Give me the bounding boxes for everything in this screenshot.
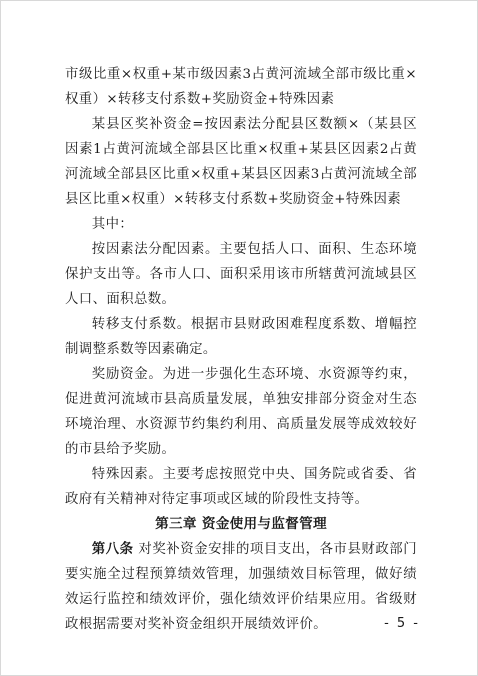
paragraph-county-formula: 某县区奖补资金=按因素法分配县区数额×（某县区因素1占黄河流域全部县区比重×权重+某县区因素2占黄河流域全部县区比重×权重+某县区因素3占黄河流域全部县区比重×权重）×转移支付系数+奖励资金+特殊因素 — [65, 117, 417, 207]
document-body — [65, 62, 417, 637]
paragraph-factor-allocation: 按因素法分配因素。主要包括人口、面积、生态环境保护支出等。各市人口、面积采用该市所辖黄河流域县区人口、面积总数。 — [65, 242, 417, 307]
paragraph-among-which: 其中： — [91, 217, 134, 232]
paragraph-formula-continuation: 市级比重×权重+某市级因素3占黄河流域全部市级比重×权重）×转移支付系数+奖励资金+特殊因素 — [65, 67, 417, 107]
paragraph-transfer-coefficient: 转移支付系数。根据市县财政困难程度系数、增幅控制调整系数等因素确定。 — [65, 317, 417, 357]
paragraph-special-factors: 特殊因素。主要考虑按照党中央、国务院或省委、省政府有关精神对待定事项或区域的阶段性支持等。 — [65, 467, 417, 507]
chapter-heading: 第三章 资金使用与监督管理 — [155, 516, 327, 532]
article-number: 第八条 — [91, 542, 134, 557]
paragraph-reward-funds: 奖励资金。为进一步强化生态环境、水资源等约束，促进黄河流域市县高质量发展，单独安排部分资金对生态环境治理、水资源节约集约利用、高质量发展等成效较好的市县给予奖励。 — [65, 367, 417, 457]
article-paragraph — [65, 537, 417, 637]
article-text: 对奖补资金安排的项目支出，各市县财政部门要实施全过程预算绩效管理，加强绩效目标管理，做好绩效运行监控和绩效评价，强化绩效评价结果应用。省级财政根据需要对奖补资金组织开展绩效评价。 — [65, 542, 417, 632]
page-number: - 5 - — [384, 616, 420, 631]
